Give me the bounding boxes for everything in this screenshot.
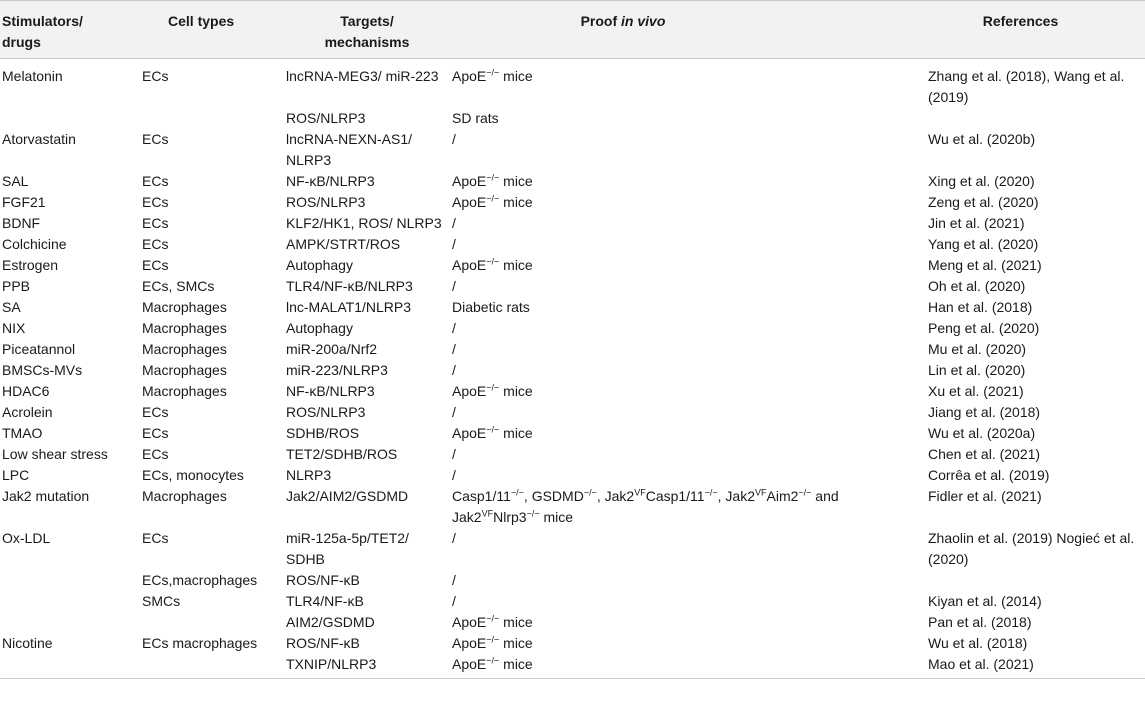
cell-reference: Han et al. (2018) bbox=[928, 299, 1033, 315]
cell-stimulator: Estrogen bbox=[2, 257, 59, 273]
cell-cell-type bbox=[140, 612, 284, 633]
cell-proof bbox=[450, 255, 926, 276]
cell-reference: Zhang et al. (2018), Wang et al. (2019) bbox=[928, 68, 1125, 105]
cell-proof bbox=[450, 318, 926, 339]
proof-superscript: VF bbox=[634, 487, 646, 498]
proof-text: / bbox=[452, 446, 456, 462]
cell-reference: Corrêa et al. (2019) bbox=[928, 467, 1050, 483]
cell-proof bbox=[450, 402, 926, 423]
proof-text: mice bbox=[499, 194, 533, 210]
cell-stimulator: Acrolein bbox=[2, 404, 53, 420]
proof-text: / bbox=[452, 215, 456, 231]
table-row bbox=[0, 381, 1145, 402]
cell-reference: Xing et al. (2020) bbox=[928, 173, 1035, 189]
cell-proof bbox=[450, 276, 926, 297]
proof-text: Casp1/11 bbox=[645, 488, 705, 504]
cell-target: Jak2/AIM2/GSDMD bbox=[286, 488, 409, 504]
cell-stimulator: TMAO bbox=[2, 425, 43, 441]
cell-reference: Oh et al. (2020) bbox=[928, 278, 1026, 294]
cell-cell-type bbox=[140, 654, 284, 679]
cell-proof bbox=[450, 591, 926, 612]
cell-stimulator: FGF21 bbox=[2, 194, 46, 210]
proof-text: mice bbox=[499, 173, 533, 189]
cell-stimulator: Atorvastatin bbox=[2, 131, 76, 147]
proof-text: and Jak2 bbox=[452, 488, 839, 525]
proof-text: / bbox=[452, 362, 456, 378]
cell-cell-type: ECs bbox=[142, 131, 169, 147]
table-row bbox=[0, 234, 1145, 255]
cell-stimulator bbox=[0, 654, 140, 679]
proof-text: / bbox=[452, 572, 456, 588]
cell-cell-type: Macrophages bbox=[142, 362, 227, 378]
header-row bbox=[0, 1, 1145, 59]
cell-proof bbox=[450, 570, 926, 591]
cell-stimulator: PPB bbox=[2, 278, 31, 294]
table-row bbox=[0, 192, 1145, 213]
cell-reference: Fidler et al. (2021) bbox=[928, 488, 1042, 504]
cell-proof bbox=[450, 528, 926, 570]
proof-text: mice bbox=[499, 656, 533, 672]
proof-text: , Jak2 bbox=[717, 488, 755, 504]
cell-cell-type: Macrophages bbox=[142, 320, 227, 336]
table-row bbox=[0, 591, 1145, 612]
proof-text: ApoE bbox=[452, 68, 487, 84]
cell-proof bbox=[450, 129, 926, 171]
cell-target: ROS/NLRP3 bbox=[286, 404, 366, 420]
proof-text: Diabetic rats bbox=[452, 299, 530, 315]
header-cell-types: Cell types bbox=[168, 13, 235, 29]
proof-superscript: −/− bbox=[510, 487, 524, 498]
proof-superscript: −/− bbox=[486, 655, 500, 666]
cell-target: AIM2/GSDMD bbox=[286, 614, 375, 630]
proof-text: , GSDMD bbox=[523, 488, 584, 504]
proof-text: / bbox=[452, 236, 456, 252]
proof-text: / bbox=[452, 404, 456, 420]
cell-target: Autophagy bbox=[286, 320, 353, 336]
proof-text: / bbox=[452, 131, 456, 147]
header-targets-line1: Targets/ bbox=[340, 13, 394, 29]
cell-reference: Kiyan et al. (2014) bbox=[928, 593, 1042, 609]
table-row bbox=[0, 465, 1145, 486]
cell-stimulator bbox=[0, 612, 140, 633]
cell-cell-type: Macrophages bbox=[142, 341, 227, 357]
cell-proof bbox=[450, 444, 926, 465]
cell-stimulator: SAL bbox=[2, 173, 29, 189]
table-row bbox=[0, 108, 1145, 129]
cell-target: TXNIP/NLRP3 bbox=[284, 654, 450, 679]
proof-superscript: −/− bbox=[486, 634, 500, 645]
proof-text: Nlrp3 bbox=[493, 509, 527, 525]
cell-proof bbox=[450, 654, 926, 679]
proof-text: ApoE bbox=[452, 656, 487, 672]
cell-target: ROS/NF-κB bbox=[286, 572, 360, 588]
cell-target: ROS/NLRP3 bbox=[286, 110, 366, 126]
table-row bbox=[0, 654, 1145, 679]
cell-target: lnc-MALAT1/NLRP3 bbox=[286, 299, 412, 315]
cell-target: lncRNA-NEXN-AS1/ NLRP3 bbox=[286, 131, 413, 168]
cell-cell-type: ECs bbox=[142, 215, 169, 231]
cell-cell-type: ECs,macrophages bbox=[142, 572, 258, 588]
proof-text: / bbox=[452, 530, 456, 546]
proof-superscript: −/− bbox=[486, 256, 500, 267]
table-row bbox=[0, 528, 1145, 570]
cell-proof bbox=[450, 339, 926, 360]
cell-target: miR-125a-5p/TET2/ SDHB bbox=[286, 530, 409, 567]
cell-target: lncRNA-MEG3/ miR-223 bbox=[286, 68, 439, 84]
cell-reference: Zhaolin et al. (2019) Nogieć et al. (2020) bbox=[928, 530, 1135, 567]
cell-cell-type: Macrophages bbox=[142, 299, 227, 315]
header-stimulators-line1: Stimulators/ bbox=[2, 13, 83, 29]
cell-stimulator: LPC bbox=[2, 467, 30, 483]
proof-superscript: −/− bbox=[704, 487, 718, 498]
cell-proof bbox=[450, 234, 926, 255]
cell-reference: Wu et al. (2020b) bbox=[928, 131, 1036, 147]
cell-cell-type: ECs bbox=[142, 194, 169, 210]
cell-stimulator: BDNF bbox=[2, 215, 41, 231]
cell-stimulator bbox=[0, 108, 140, 129]
proof-text: SD rats bbox=[452, 110, 499, 126]
proof-text: ApoE bbox=[452, 383, 487, 399]
cell-cell-type: ECs bbox=[142, 236, 169, 252]
proof-text: / bbox=[452, 278, 456, 294]
cell-reference: Xu et al. (2021) bbox=[928, 383, 1024, 399]
header-stimulators-line2: drugs bbox=[2, 34, 41, 50]
cell-reference: Yang et al. (2020) bbox=[928, 236, 1039, 252]
cell-cell-type: ECs bbox=[142, 173, 169, 189]
cell-proof bbox=[450, 423, 926, 444]
cell-reference: Zeng et al. (2020) bbox=[928, 194, 1039, 210]
cell-target: AMPK/STRT/ROS bbox=[286, 236, 401, 252]
cell-target: SDHB/ROS bbox=[286, 425, 360, 441]
table-row bbox=[0, 444, 1145, 465]
table-body bbox=[0, 59, 1145, 679]
table-row bbox=[0, 612, 1145, 633]
cell-stimulator: Colchicine bbox=[2, 236, 67, 252]
proof-text: mice bbox=[499, 614, 533, 630]
table-row bbox=[0, 255, 1145, 276]
cell-proof bbox=[450, 213, 926, 234]
proof-text: Aim2 bbox=[766, 488, 799, 504]
header-targets-line2: mechanisms bbox=[324, 34, 410, 50]
header-references: References bbox=[982, 13, 1059, 29]
proof-text: ApoE bbox=[452, 635, 487, 651]
proof-text: mice bbox=[499, 635, 533, 651]
cell-target: Autophagy bbox=[286, 257, 353, 273]
cell-stimulator: Melatonin bbox=[2, 68, 63, 84]
cell-proof bbox=[450, 612, 926, 633]
proof-text: ApoE bbox=[452, 173, 487, 189]
cell-stimulator: Piceatannol bbox=[2, 341, 76, 357]
header-proof bbox=[450, 1, 926, 59]
proof-superscript: −/− bbox=[798, 487, 812, 498]
table-row bbox=[0, 360, 1145, 381]
cell-reference: Mao et al. (2021) bbox=[926, 654, 1145, 679]
proof-text: mice bbox=[499, 68, 533, 84]
cell-proof bbox=[450, 192, 926, 213]
cell-proof bbox=[450, 633, 926, 654]
cell-reference: Pan et al. (2018) bbox=[928, 614, 1032, 630]
cell-target: NF-κB/NLRP3 bbox=[286, 383, 375, 399]
cell-target: TLR4/NF-κB bbox=[286, 593, 364, 609]
header-proof-italic: in vivo bbox=[621, 13, 666, 29]
proof-text: mice bbox=[499, 383, 533, 399]
cell-cell-type: ECs bbox=[142, 425, 169, 441]
cell-proof bbox=[450, 486, 926, 528]
proof-text: / bbox=[452, 320, 456, 336]
cell-proof bbox=[450, 171, 926, 192]
cell-cell-type: Macrophages bbox=[142, 488, 227, 504]
cell-reference: Peng et al. (2020) bbox=[928, 320, 1040, 336]
proof-superscript: −/− bbox=[583, 487, 597, 498]
cell-reference: Jin et al. (2021) bbox=[928, 215, 1025, 231]
cell-stimulator: SA bbox=[2, 299, 21, 315]
cell-reference: Lin et al. (2020) bbox=[928, 362, 1026, 378]
cell-cell-type: ECs bbox=[142, 530, 169, 546]
table-row bbox=[0, 339, 1145, 360]
cell-proof bbox=[450, 465, 926, 486]
cell-cell-type: ECs bbox=[142, 257, 169, 273]
table-row bbox=[0, 171, 1145, 192]
table-row bbox=[0, 297, 1145, 318]
cell-proof bbox=[450, 297, 926, 318]
table-row bbox=[0, 633, 1145, 654]
cell-target: KLF2/HK1, ROS/ NLRP3 bbox=[286, 215, 442, 231]
cell-cell-type: ECs, SMCs bbox=[142, 278, 215, 294]
cell-cell-type: ECs bbox=[142, 404, 169, 420]
proof-text: mice bbox=[499, 425, 533, 441]
cell-proof bbox=[450, 360, 926, 381]
cell-target: ROS/NLRP3 bbox=[286, 194, 366, 210]
cell-stimulator: BMSCs-MVs bbox=[2, 362, 83, 378]
proof-text: Casp1/11 bbox=[452, 488, 511, 504]
cell-target: TLR4/NF-κB/NLRP3 bbox=[286, 278, 413, 294]
cell-stimulator: HDAC6 bbox=[2, 383, 50, 399]
cell-cell-type: ECs bbox=[142, 446, 169, 462]
cell-target: NF-κB/NLRP3 bbox=[286, 173, 375, 189]
table-row bbox=[0, 318, 1145, 339]
proof-text: , Jak2 bbox=[596, 488, 635, 504]
table-row bbox=[0, 59, 1145, 109]
table-row bbox=[0, 402, 1145, 423]
cell-reference: Mu et al. (2020) bbox=[928, 341, 1027, 357]
cell-reference bbox=[926, 570, 1145, 591]
cell-reference: Chen et al. (2021) bbox=[928, 446, 1041, 462]
cell-stimulator: Low shear stress bbox=[2, 446, 108, 462]
proof-superscript: −/− bbox=[526, 508, 540, 519]
proof-text: ApoE bbox=[452, 614, 487, 630]
cell-stimulator bbox=[0, 570, 140, 591]
cell-stimulator: NIX bbox=[2, 320, 26, 336]
header-proof-text: Proof bbox=[580, 13, 618, 29]
table-row bbox=[0, 423, 1145, 444]
cell-reference: Meng et al. (2021) bbox=[928, 257, 1042, 273]
table-row bbox=[0, 213, 1145, 234]
table-row bbox=[0, 276, 1145, 297]
cell-cell-type: ECs bbox=[142, 68, 169, 84]
cell-proof bbox=[450, 381, 926, 402]
cell-stimulator: Jak2 mutation bbox=[2, 488, 90, 504]
cell-reference: Jiang et al. (2018) bbox=[928, 404, 1041, 420]
cell-cell-type: ECs macrophages bbox=[142, 635, 258, 651]
proof-text: / bbox=[452, 467, 456, 483]
cell-target: NLRP3 bbox=[286, 467, 332, 483]
proof-superscript: −/− bbox=[486, 424, 500, 435]
cell-target: miR-200a/Nrf2 bbox=[286, 341, 378, 357]
cell-target: miR-223/NLRP3 bbox=[286, 362, 388, 378]
cell-stimulator: Nicotine bbox=[2, 635, 53, 651]
header-targets bbox=[284, 1, 450, 59]
proof-superscript: VF bbox=[754, 487, 767, 498]
cell-stimulator: Ox-LDL bbox=[2, 530, 51, 546]
cell-proof bbox=[450, 108, 926, 129]
cell-cell-type bbox=[140, 108, 284, 129]
proof-superscript: −/− bbox=[486, 172, 500, 183]
cell-reference: Wu et al. (2018) bbox=[928, 635, 1028, 651]
cell-stimulator bbox=[0, 591, 140, 612]
proof-superscript: −/− bbox=[486, 613, 500, 624]
proof-superscript: −/− bbox=[486, 67, 500, 78]
proof-text: / bbox=[452, 593, 456, 609]
cell-reference bbox=[926, 108, 1145, 129]
table-header bbox=[0, 1, 1145, 59]
proof-text: / bbox=[452, 341, 456, 357]
cell-target: ROS/NF-κB bbox=[286, 635, 360, 651]
proof-superscript: VF bbox=[481, 508, 494, 519]
cell-cell-type: Macrophages bbox=[142, 383, 227, 399]
proof-text: ApoE bbox=[452, 194, 487, 210]
table-row bbox=[0, 570, 1145, 591]
cell-reference: Wu et al. (2020a) bbox=[928, 425, 1036, 441]
table-row bbox=[0, 486, 1145, 528]
proof-superscript: −/− bbox=[486, 193, 500, 204]
cell-target: TET2/SDHB/ROS bbox=[286, 446, 398, 462]
proof-text: mice bbox=[499, 257, 533, 273]
proof-text: ApoE bbox=[452, 425, 487, 441]
proof-text: mice bbox=[539, 509, 574, 525]
header-stimulators bbox=[0, 1, 140, 59]
proof-superscript: −/− bbox=[486, 382, 500, 393]
proof-text: ApoE bbox=[452, 257, 487, 273]
cell-cell-type: SMCs bbox=[142, 593, 181, 609]
cell-cell-type: ECs, monocytes bbox=[142, 467, 244, 483]
table-row bbox=[0, 129, 1145, 171]
cell-proof bbox=[450, 59, 926, 109]
